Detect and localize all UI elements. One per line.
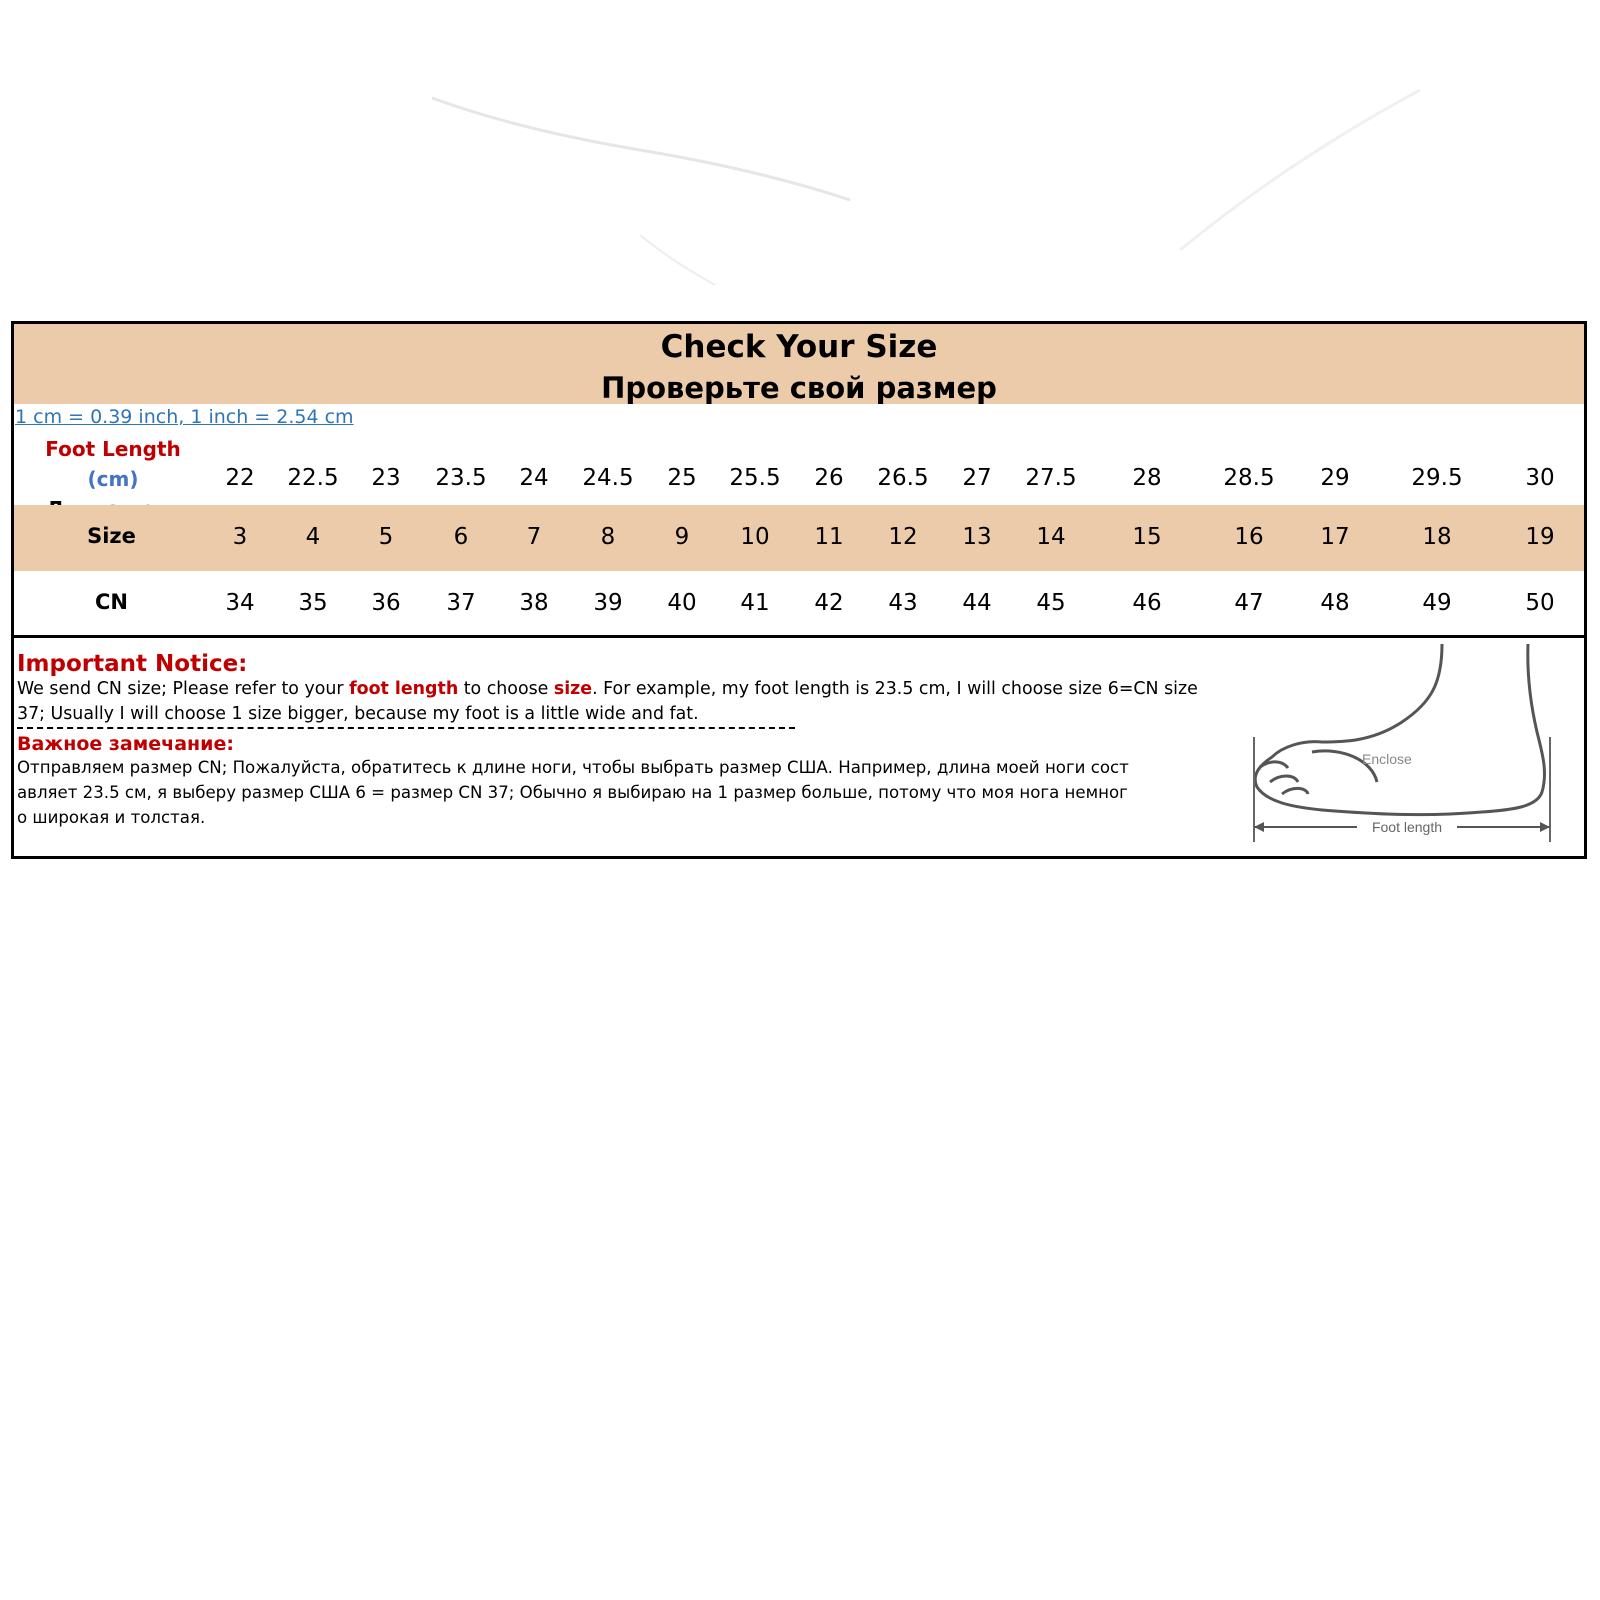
- chart-title-en: Check Your Size: [660, 329, 938, 365]
- cn-value: 50: [1525, 590, 1555, 616]
- foot-length-value: 24.5: [582, 465, 634, 491]
- important-notice: [17, 651, 1222, 830]
- size-value: 4: [305, 524, 321, 550]
- cn-value: 34: [225, 590, 255, 616]
- section-divider: [14, 635, 1584, 638]
- size-value: 5: [378, 524, 394, 550]
- cn-value: 48: [1320, 590, 1350, 616]
- foot-length-value: 27.5: [1025, 465, 1077, 491]
- size-value: 12: [888, 524, 918, 550]
- size-value: 15: [1132, 524, 1162, 550]
- notice-text-ru-line3: о широкая и толстая.: [17, 808, 206, 827]
- foot-length-value: 22.5: [287, 465, 339, 491]
- notice-text-ru-line1: Отправляем размер CN; Пожалуйста, обратитесь к длине ноги, чтобы выбрать размер США. Например, длина моей ноги сост: [17, 758, 1129, 777]
- enclose-caption: Enclose: [1362, 751, 1412, 767]
- chart-header: [14, 324, 1584, 404]
- cn-value: 38: [519, 590, 549, 616]
- foot-length-value: 29.5: [1411, 465, 1463, 491]
- cn-value: 43: [888, 590, 918, 616]
- cn-value: 37: [446, 590, 476, 616]
- foot-length-value: 24: [519, 465, 549, 491]
- foot-measurement-diagram: [1252, 642, 1582, 852]
- chart-title-ru: Проверьте свой размер: [601, 371, 997, 404]
- size-row: [14, 505, 1584, 571]
- size-value: 13: [962, 524, 992, 550]
- notice-heading-en: Important Notice:: [17, 651, 248, 677]
- foot-length-value: 30: [1525, 465, 1555, 491]
- foot-length-value: 28: [1132, 465, 1162, 491]
- foot-length-value: 26.5: [877, 465, 929, 491]
- unit-conversion-link[interactable]: 1 cm = 0.39 inch, 1 inch = 2.54 cm: [15, 406, 354, 428]
- foot-length-label-en: Foot Length: [45, 437, 181, 461]
- notice-text-en-part2: to choose: [458, 679, 554, 699]
- cn-value: 40: [667, 590, 697, 616]
- cn-value: 39: [593, 590, 623, 616]
- size-value: 9: [674, 524, 690, 550]
- cn-value: 41: [740, 590, 770, 616]
- dashed-underline: [17, 727, 795, 729]
- cn-label: CN: [95, 590, 128, 614]
- size-value: 8: [600, 524, 616, 550]
- size-value: 6: [453, 524, 469, 550]
- size-value: 16: [1234, 524, 1264, 550]
- foot-length-caption: Foot length: [1371, 819, 1443, 835]
- size-value: 17: [1320, 524, 1350, 550]
- size-value: 7: [526, 524, 542, 550]
- size-chart: [11, 321, 1587, 859]
- notice-text-en-part3: . For example, my foot length is 23.5 cm, I will choose size 6=CN size: [592, 679, 1198, 699]
- foot-length-value: 28.5: [1223, 465, 1275, 491]
- size-value: 10: [740, 524, 770, 550]
- cn-value: 47: [1234, 590, 1264, 616]
- cn-value: 46: [1132, 590, 1162, 616]
- foot-length-value: 29: [1320, 465, 1350, 491]
- notice-highlight-size: size: [553, 679, 593, 699]
- foot-length-value: 23.5: [435, 465, 487, 491]
- cn-value: 42: [814, 590, 844, 616]
- notice-text-en-line2: 37; Usually I will choose 1 size bigger, because my foot is a little wide and fat.: [17, 704, 699, 724]
- notice-text-ru-line2: авляет 23.5 см, я выберу размер США 6 = размер CN 37; Обычно я выбираю на 1 размер больше, потому что моя нога немног: [17, 783, 1128, 802]
- foot-length-value: 27: [962, 465, 992, 491]
- cn-value: 36: [371, 590, 401, 616]
- foot-length-value: 26: [814, 465, 844, 491]
- foot-length-unit: (cm): [87, 467, 139, 491]
- size-label: Size: [87, 524, 136, 548]
- size-value: 19: [1525, 524, 1555, 550]
- notice-text-en-line1: [17, 677, 1222, 702]
- background-smudge: [0, 0, 1600, 320]
- size-value: 18: [1422, 524, 1452, 550]
- foot-length-value: 25: [667, 465, 697, 491]
- cn-value: 49: [1422, 590, 1452, 616]
- notice-highlight-foot-length: foot length: [349, 679, 459, 699]
- toe-lines: [1260, 751, 1377, 794]
- cn-row: [14, 571, 1584, 633]
- notice-text-en-part1: We send CN size; Please refer to your: [17, 679, 350, 699]
- size-value: 3: [232, 524, 248, 550]
- cn-value: 44: [962, 590, 992, 616]
- foot-length-value: 25.5: [729, 465, 781, 491]
- size-value: 11: [814, 524, 844, 550]
- size-value: 14: [1036, 524, 1066, 550]
- cn-value: 35: [298, 590, 328, 616]
- foot-length-value: 22: [225, 465, 255, 491]
- foot-length-value: 23: [371, 465, 401, 491]
- foot-length-row: [14, 437, 1584, 511]
- cn-value: 45: [1036, 590, 1066, 616]
- notice-heading-ru: Важное замечание:: [17, 733, 234, 755]
